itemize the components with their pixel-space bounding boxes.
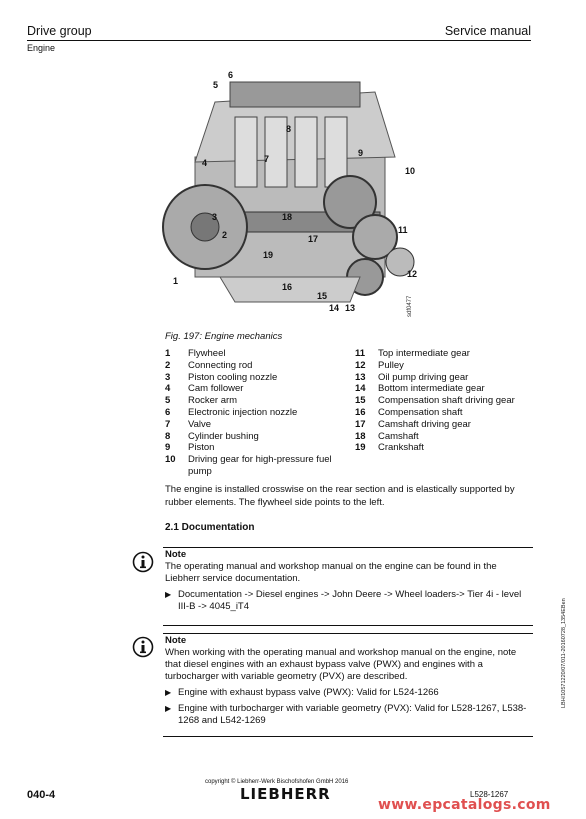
part-number: 7 (165, 418, 171, 430)
part-label: Bottom intermediate gear (378, 383, 485, 395)
note-bottom-rule (163, 625, 533, 626)
footer-page-number: 040-4 (27, 789, 56, 801)
part-label: Electronic injection nozzle (188, 406, 298, 418)
note-title: Note (165, 635, 187, 646)
part-number: 15 (355, 395, 366, 407)
side-code-text: LBH/10571220/07/011-20160728_1354EBen (561, 598, 567, 708)
part-number: 16 (355, 406, 366, 418)
part-label: Cam follower (188, 383, 244, 395)
note-title: Note (165, 549, 187, 560)
part-number: 8 (165, 430, 171, 442)
callout-14: 14 (329, 303, 340, 313)
parts-list-item (355, 372, 543, 384)
parts-list-item (355, 395, 543, 407)
note-bottom-rule (163, 736, 533, 737)
note-bullet (165, 703, 533, 727)
part-label: Cylinder bushing (188, 430, 259, 442)
engine-figure (160, 62, 430, 324)
note-bullet-text: Engine with exhaust bypass valve (PWX): Valid for L524-1266 (178, 687, 439, 698)
callout-10: 10 (405, 166, 416, 176)
body-paragraph: The engine is installed crosswise on the rear section and is elastically supported by rubber elements. The flywheel side points to the left. (165, 484, 515, 508)
header-divider (27, 40, 531, 41)
callout-2: 2 (222, 230, 228, 240)
callout-12: 12 (407, 269, 418, 279)
part-label: Camshaft (378, 430, 419, 442)
note-top-rule (163, 633, 533, 634)
bullet-triangle-icon: ▶ (165, 590, 172, 599)
header-left-title: Drive group (27, 24, 92, 38)
callout-11: 11 (398, 225, 408, 235)
note-text: The operating manual and workshop manual on the engine can be found in the Liebherr service documentation. (165, 561, 497, 584)
parts-list-item (355, 442, 543, 454)
engine-illustration (160, 62, 430, 324)
parts-list-item (165, 360, 353, 372)
note-bullet (165, 687, 533, 699)
parts-list-item (165, 454, 353, 478)
watermark[interactable]: www.epcatalogs.com (378, 797, 551, 813)
header-subtitle: Engine (27, 43, 56, 53)
note-bullet-text: Engine with turbocharger with variable geometry (PVX): Valid for L528-1267, L538-1268 and L542-1269 (178, 703, 527, 726)
footer-model: L528-1267 (470, 790, 509, 799)
callout-1: 1 (173, 276, 179, 286)
parts-list-item (355, 360, 543, 372)
callout-9: 9 (358, 148, 364, 158)
footer-copyright: copyright © Liebherr-Werk Bischofshofen GmbH 2016 (205, 779, 349, 785)
figure-caption: Fig. 197: Engine mechanics (165, 331, 283, 342)
section-title: 2.1 Documentation (165, 522, 255, 533)
header-right-title: Service manual (444, 24, 531, 38)
parts-list-item (165, 372, 353, 384)
note-bullet (165, 589, 533, 613)
part-number: 3 (165, 371, 171, 383)
part-label: Flywheel (188, 348, 226, 359)
callout-17: 17 (308, 234, 319, 244)
note-text: When working with the operating manual and workshop manual on the engine, note that diesel engines with an exhaust bypass valve (PWX) and engines with a turbocharger with variable geometry (PVX) are described. (165, 647, 517, 682)
info-icon (132, 551, 154, 573)
parts-list-item (165, 348, 353, 360)
part-number: 19 (355, 442, 366, 454)
part-number: 17 (355, 418, 366, 430)
part-number: 6 (165, 406, 171, 418)
part-number: 12 (355, 359, 366, 371)
callout-18: 18 (282, 212, 293, 222)
part-number: 5 (165, 395, 171, 407)
parts-list-item (355, 348, 543, 360)
part-label: Oil pump driving gear (378, 371, 469, 383)
part-label: Piston cooling nozzle (188, 371, 278, 383)
bullet-triangle-icon: ▶ (165, 688, 172, 697)
note-bullet-text: Documentation -> Diesel engines -> John Deere -> Wheel loaders-> Tier 4i - level III-B -> 4045_iT4 (178, 589, 522, 612)
callout-4: 4 (202, 158, 208, 168)
note-box-1 (165, 547, 533, 613)
parts-list-item (165, 395, 353, 407)
parts-list-item (165, 383, 353, 395)
part-label: Pulley (378, 359, 404, 371)
part-number: 10 (165, 454, 176, 466)
part-number: 9 (165, 442, 171, 454)
parts-list-item (165, 419, 353, 431)
side-document-code (558, 520, 568, 710)
part-label: Top intermediate gear (378, 348, 470, 359)
callout-7: 7 (264, 154, 270, 164)
parts-list-item (165, 442, 353, 454)
part-label: Piston (188, 442, 215, 454)
part-label: Crankshaft (378, 442, 424, 454)
callout-5: 5 (213, 80, 219, 90)
parts-list-right (355, 348, 543, 454)
callout-3: 3 (212, 212, 218, 222)
parts-list-item (355, 383, 543, 395)
callout-16: 16 (282, 282, 293, 292)
part-number: 1 (165, 348, 171, 359)
note-top-rule (163, 547, 533, 548)
part-label: Compensation shaft (378, 406, 463, 418)
callout-19: 19 (263, 250, 274, 260)
callout-15: 15 (317, 291, 328, 301)
part-label: Valve (188, 418, 212, 430)
note-box-2 (165, 633, 533, 727)
part-number: 11 (355, 348, 366, 359)
parts-list-item (165, 407, 353, 419)
bullet-triangle-icon: ▶ (165, 704, 172, 713)
part-number: 18 (355, 430, 366, 442)
part-label: Rocker arm (188, 395, 238, 407)
part-label: Connecting rod (188, 359, 253, 371)
figure-image-code: sdf0477 (407, 295, 413, 317)
part-number: 14 (355, 383, 366, 395)
part-number: 13 (355, 371, 366, 383)
part-label: Compensation shaft driving gear (378, 395, 515, 407)
part-label: Driving gear for high-pressure fuel pump (188, 454, 332, 477)
part-number: 4 (165, 383, 171, 395)
info-icon (132, 636, 154, 658)
liebherr-logo: LIEBHERR (240, 785, 331, 803)
parts-list-left (165, 348, 353, 478)
parts-list-item (355, 431, 543, 443)
parts-list-item (355, 407, 543, 419)
part-label: Camshaft driving gear (378, 418, 471, 430)
callout-13: 13 (345, 303, 356, 313)
parts-list-item (165, 431, 353, 443)
callout-8: 8 (286, 124, 292, 134)
parts-list-item (355, 419, 543, 431)
part-number: 2 (165, 359, 171, 371)
callout-6: 6 (228, 70, 234, 80)
